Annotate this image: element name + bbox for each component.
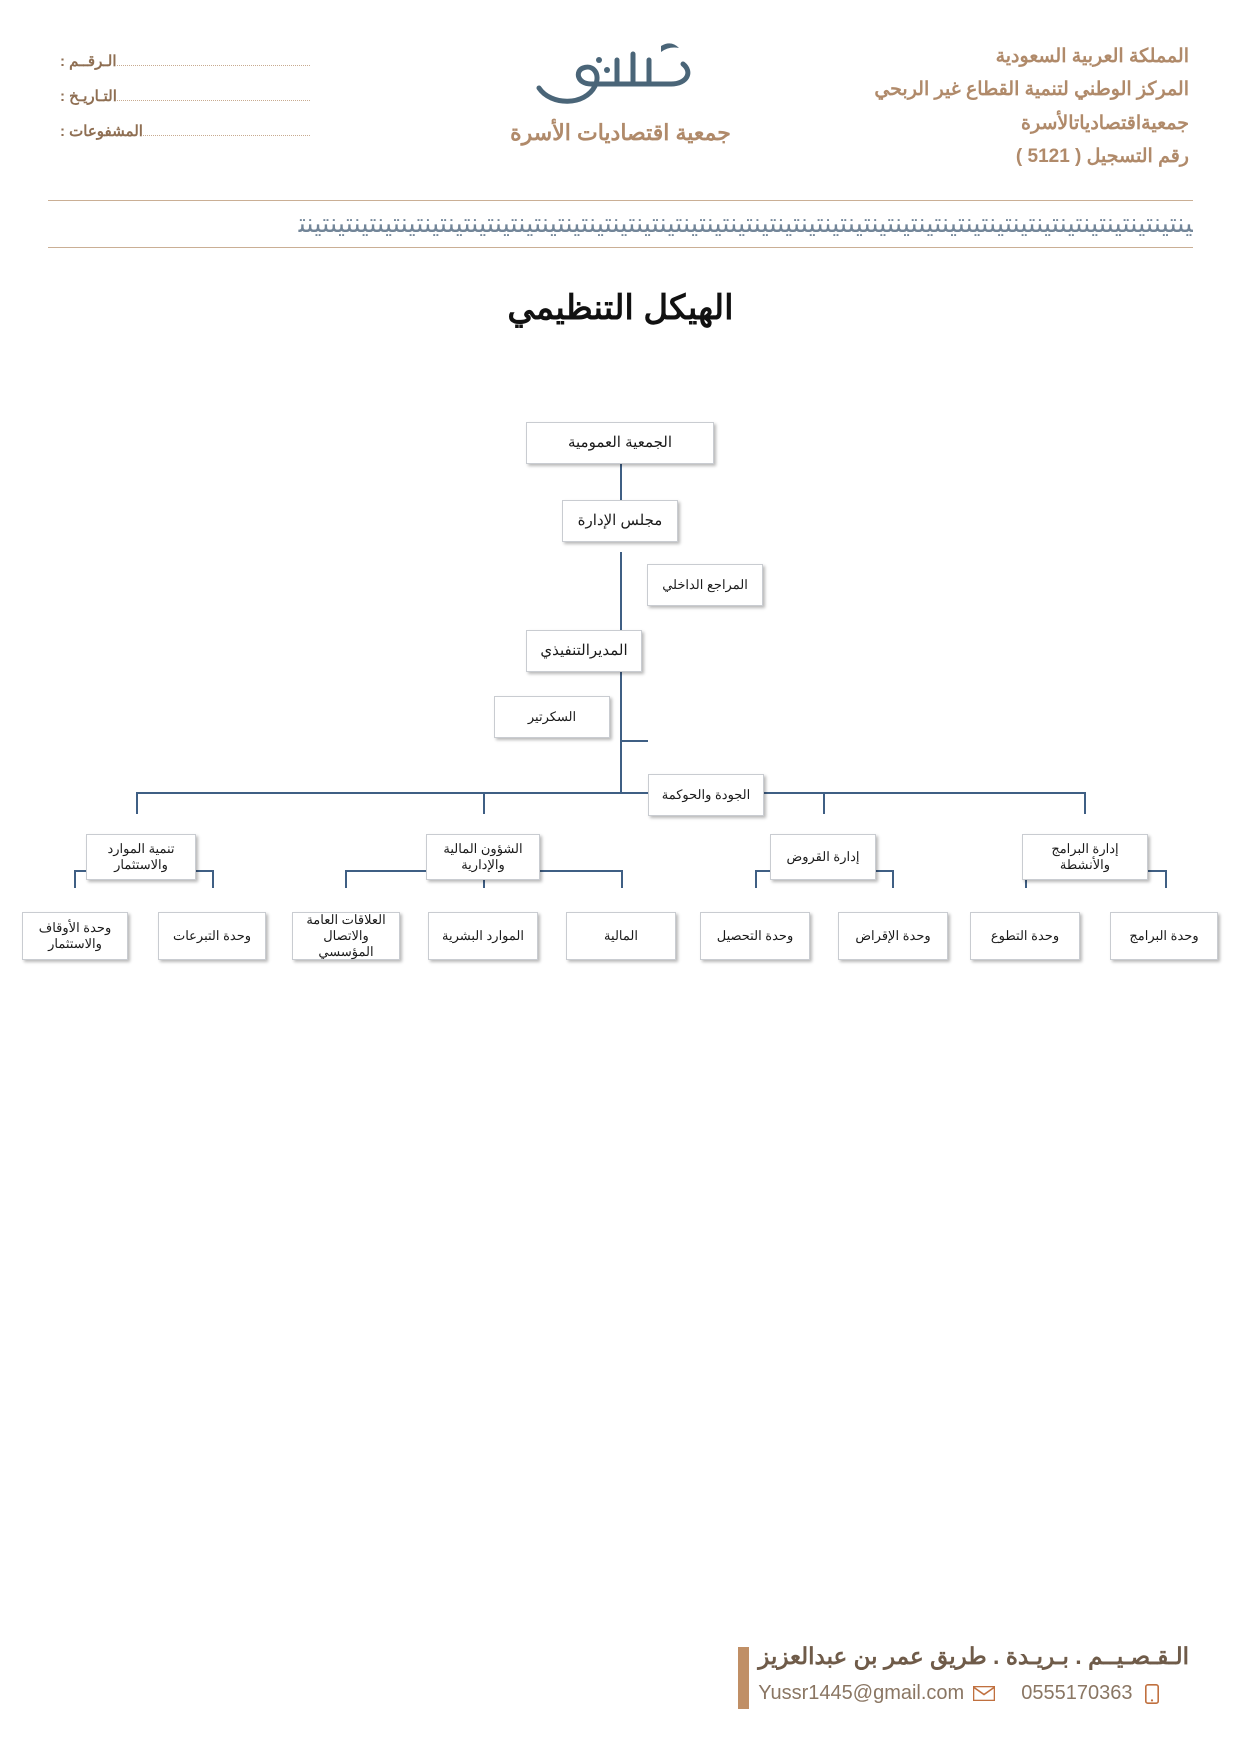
field-row-attachments — [56, 122, 316, 140]
footer-email-text: Yussr1445@gmail.com — [758, 1682, 965, 1704]
association-logo — [456, 34, 786, 112]
node-unit-volunteering[interactable]: وحدة التطوع — [970, 912, 1080, 960]
decorative-divider: ﻴﻨﺘﻴﻨﺘﻴﻨﺘﻴﻨﺘﻴﻨﺘﻴﻨﺘﻴﻨﺘﻴﻨﺘﻴﻨﺘﻴﻨﺘﻴﻨﺘﻴﻨﺘﻴﻨﺘﻴﻨﺘﻴﻨﺘﻴﻨﺘﻴﻨﺘﻴﻨﺘﻴﻨﺘﻴﻨﺘﻴﻨﺘﻴﻨﺘﻴﻨﺘﻴﻨﺘﻴﻨﺘﻴﻨﺘﻴﻨﺘﻴﻨﺘﻴﻨﺘﻴﻨﺘﻴﻨﺘﻴﻨﺘﻴﻨﺘﻴﻨﺘﻴﻨﺘﻴﻨﺘﻴﻨﺘﻴﻨﺘ — [48, 200, 1193, 248]
reference-fields — [56, 52, 316, 157]
edge-d3-u6 — [755, 870, 757, 888]
org-line-kingdom: المملكة العربية السعودية — [995, 46, 1189, 67]
org-line-association: جمعيةاقتصادياتالأسرة — [1021, 112, 1189, 134]
edge-departments-bus — [136, 792, 1084, 794]
node-unit-endowments-investment[interactable]: وحدة الأوقاف والاستثمار — [22, 912, 128, 960]
node-unit-human-resources[interactable]: الموارد البشرية — [428, 912, 538, 960]
node-unit-collection[interactable]: وحدة التحصيل — [700, 912, 810, 960]
node-unit-donations[interactable]: وحدة التبرعات — [158, 912, 266, 960]
footer-email-item[interactable] — [758, 1682, 995, 1705]
node-dept-loans[interactable]: إدارة القروض — [770, 834, 876, 880]
edge-drop-d3 — [823, 792, 825, 814]
node-secretary[interactable]: السكرتير — [494, 696, 610, 738]
field-label-date: التـاريـخ : — [60, 88, 117, 105]
node-dept-resource-development[interactable]: تنمية الموارد والاستثمار — [86, 834, 196, 880]
node-quality-governance[interactable]: الجودة والحوكمة — [648, 774, 764, 816]
field-row-date — [56, 87, 316, 105]
field-input-number[interactable] — [117, 53, 310, 66]
field-label-number: الـرقــم : — [60, 53, 117, 70]
footer-accent-bar — [738, 1647, 749, 1709]
edge-drop-d4 — [1084, 792, 1086, 814]
field-label-attachments: المشفوعات : — [60, 123, 143, 140]
organization-identity — [874, 40, 1189, 173]
node-unit-finance[interactable]: المالية — [566, 912, 676, 960]
association-name: جمعية اقتصاديات الأسرة — [510, 120, 731, 145]
node-unit-lending[interactable]: وحدة الإقراض — [838, 912, 948, 960]
edge-n4-spine — [620, 602, 622, 752]
edge-d1-u2 — [212, 870, 214, 888]
footer — [0, 1621, 1241, 1711]
edge-d2-u3 — [345, 870, 347, 888]
org-line-center: المركز الوطني لتنمية القطاع غير الربحي — [874, 79, 1189, 101]
field-row-number — [56, 52, 316, 70]
edge-d4-u9 — [1165, 870, 1167, 888]
footer-contact — [758, 1643, 1189, 1705]
edge-n4-n6 — [620, 740, 648, 742]
edge-drop-d2 — [483, 792, 485, 814]
footer-phone-text: 0555170363 — [1021, 1682, 1133, 1704]
node-dept-programs-activities[interactable]: إدارة البرامج والأنشطة — [1022, 834, 1148, 880]
node-executive-director[interactable]: المديرالتنفيذي — [526, 630, 642, 672]
footer-address: الـقـصـيــم . بـريـدة . طريق عمر بن عبدالعزيز — [758, 1643, 1189, 1669]
node-general-assembly[interactable]: الجمعية العمومية — [526, 422, 714, 464]
edge-spine-lower — [620, 740, 622, 792]
node-unit-programs[interactable]: وحدة البرامج — [1110, 912, 1218, 960]
mobile-phone-icon — [1141, 1684, 1163, 1704]
node-dept-finance-admin[interactable]: الشؤون المالية والإدارية — [426, 834, 540, 880]
node-board-of-directors[interactable]: مجلس الإدارة — [562, 500, 678, 542]
field-input-date[interactable] — [117, 88, 310, 101]
edge-d2-u5 — [621, 870, 623, 888]
field-input-attachments[interactable] — [143, 123, 310, 136]
node-unit-public-relations[interactable]: العلاقات العامة والاتصال المؤسسي — [292, 912, 400, 960]
org-line-registration: رقم التسجيل ( 5121 ) — [1015, 145, 1189, 167]
edge-d1-u1 — [74, 870, 76, 888]
edge-d3-u7 — [892, 870, 894, 888]
page-title: الهيكل التنظيمي — [507, 289, 734, 327]
footer-phone-item[interactable] — [1021, 1682, 1163, 1705]
edge-drop-d1 — [136, 792, 138, 814]
footer-contact-row — [758, 1682, 1189, 1705]
org-chart — [0, 410, 1241, 970]
letterhead — [0, 0, 1241, 238]
node-internal-auditor[interactable]: المراجع الداخلي — [647, 564, 763, 606]
envelope-icon — [973, 1684, 995, 1704]
brand-block — [456, 34, 786, 146]
